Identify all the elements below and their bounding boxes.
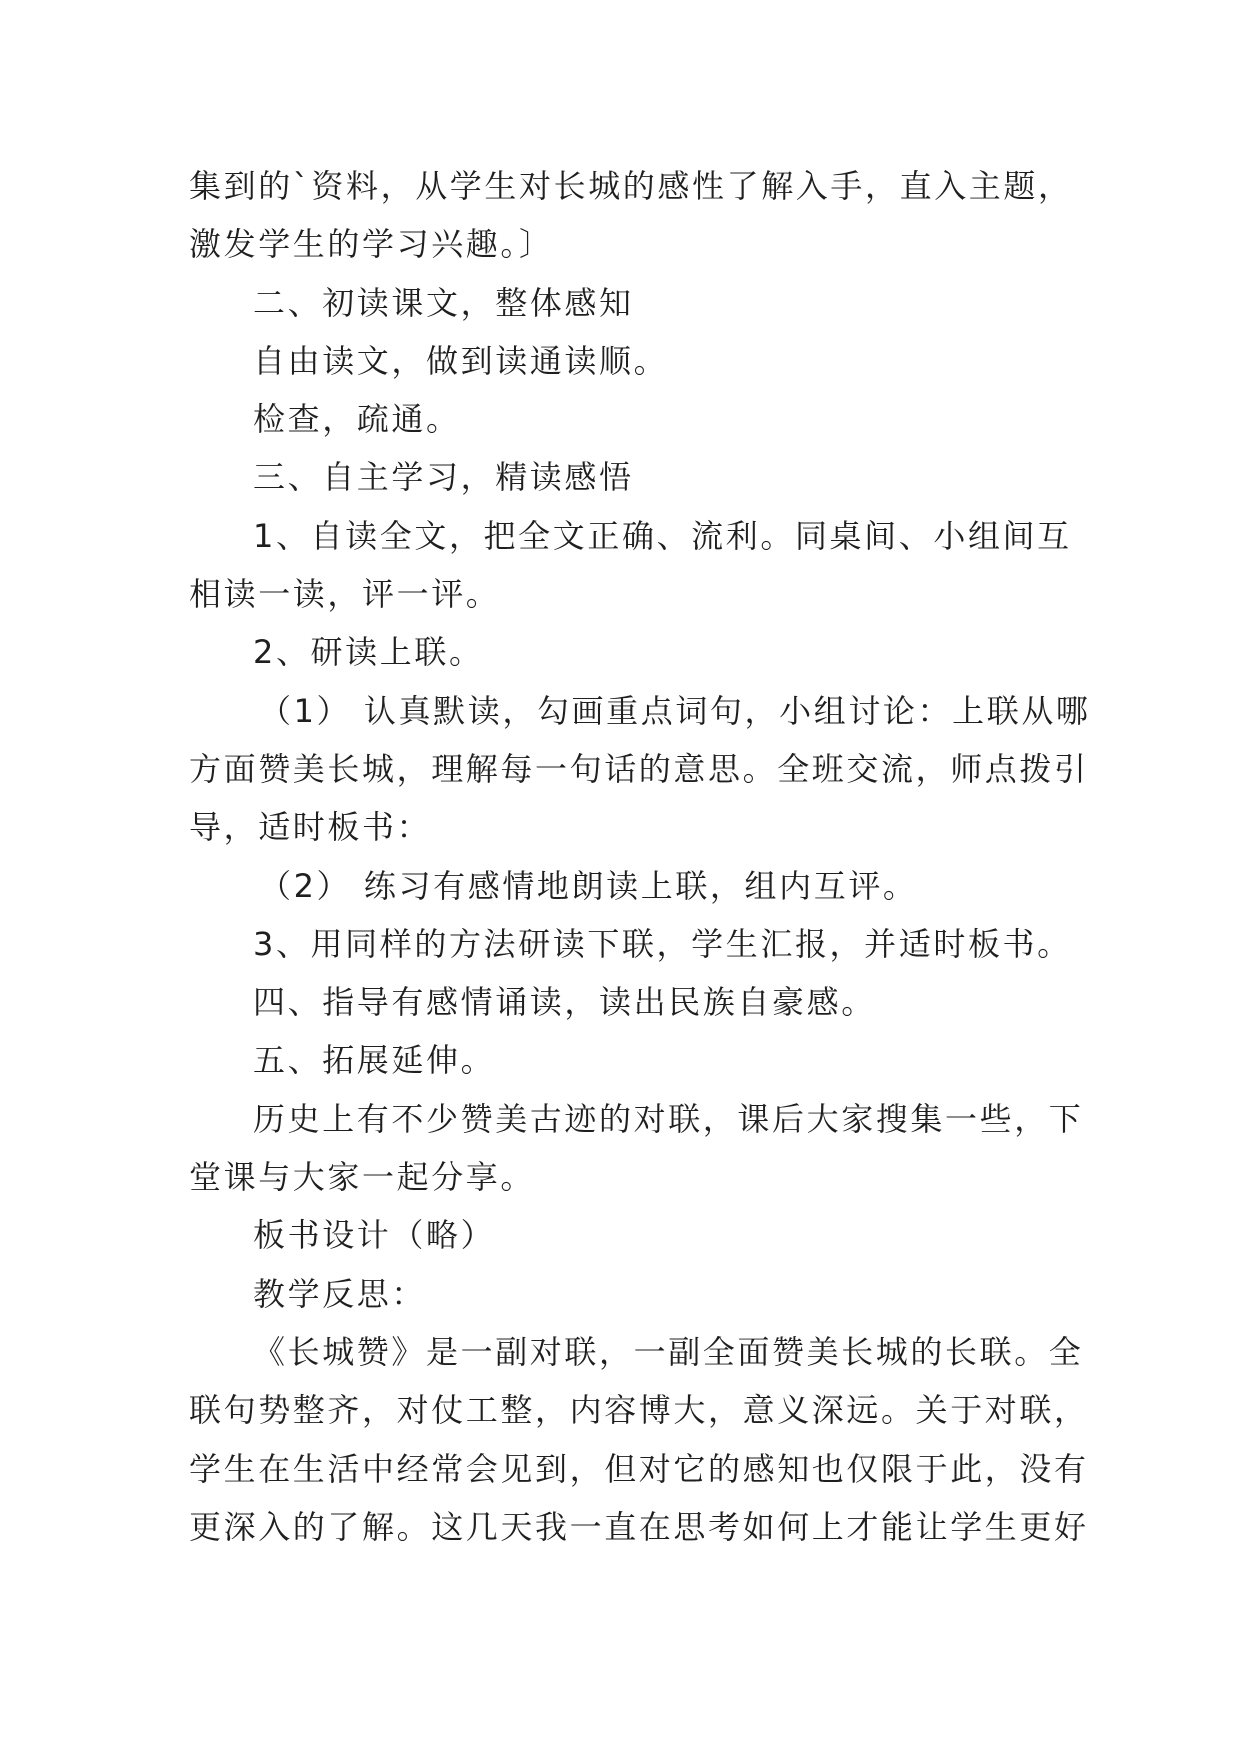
section-heading: 四、指导有感情诵读，读出民族自豪感。 [253,983,876,1022]
text-line: 方面赞美长城，理解每一句话的意思。全班交流，师点拨引 [189,749,1089,788]
text-line: 2、研读上联。 [253,633,484,672]
text-line: 更深入的了解。这几天我一直在思考如何上才能让学生更好 [189,1507,1089,1546]
text-line: 堂课与大家一起分享。 [189,1158,536,1197]
text-line: 检查，疏通。 [253,400,461,439]
section-heading: 二、初读课文，整体感知 [253,283,634,322]
text-line: 激发学生的学习兴趣。〕 [189,225,554,264]
text-line: 3、用同样的方法研读下联，学生汇报，并适时板书。 [253,924,1072,963]
text-line: 集到的`资料，从学生对长城的感性了解入手，直入主题， [189,167,1073,205]
text-line: （2） 练习有感情地朗读上联，组内互评。 [259,866,918,905]
text-line: 历史上有不少赞美古迹的对联，课后大家搜集一些，下 [253,1099,1084,1138]
text-line: 联句势整齐，对仗工整，内容博大，意义深远。关于对联， [189,1391,1089,1430]
text-line: 导，适时板书： [189,808,432,847]
section-heading: 教学反思： [253,1274,427,1313]
document-body [189,157,1091,1556]
section-heading: 板书设计（略） [253,1216,496,1255]
text-line: 1、自读全文，把全文正确、流利。同桌间、小组间互 [253,516,1072,555]
text-line: 《长城赞》是一副对联，一副全面赞美长城的长联。全 [253,1332,1084,1371]
section-heading: 五、拓展延伸。 [253,1041,496,1080]
text-line: （1） 认真默读，勾画重点词句，小组讨论：上联从哪 [259,691,1091,730]
text-line: 自由读文，做到读通读顺。 [253,341,669,380]
text-line: 相读一读，评一评。 [189,575,501,614]
section-heading: 三、自主学习，精读感悟 [253,458,634,497]
text-line: 学生在生活中经常会见到，但对它的感知也仅限于此，没有 [189,1449,1089,1488]
